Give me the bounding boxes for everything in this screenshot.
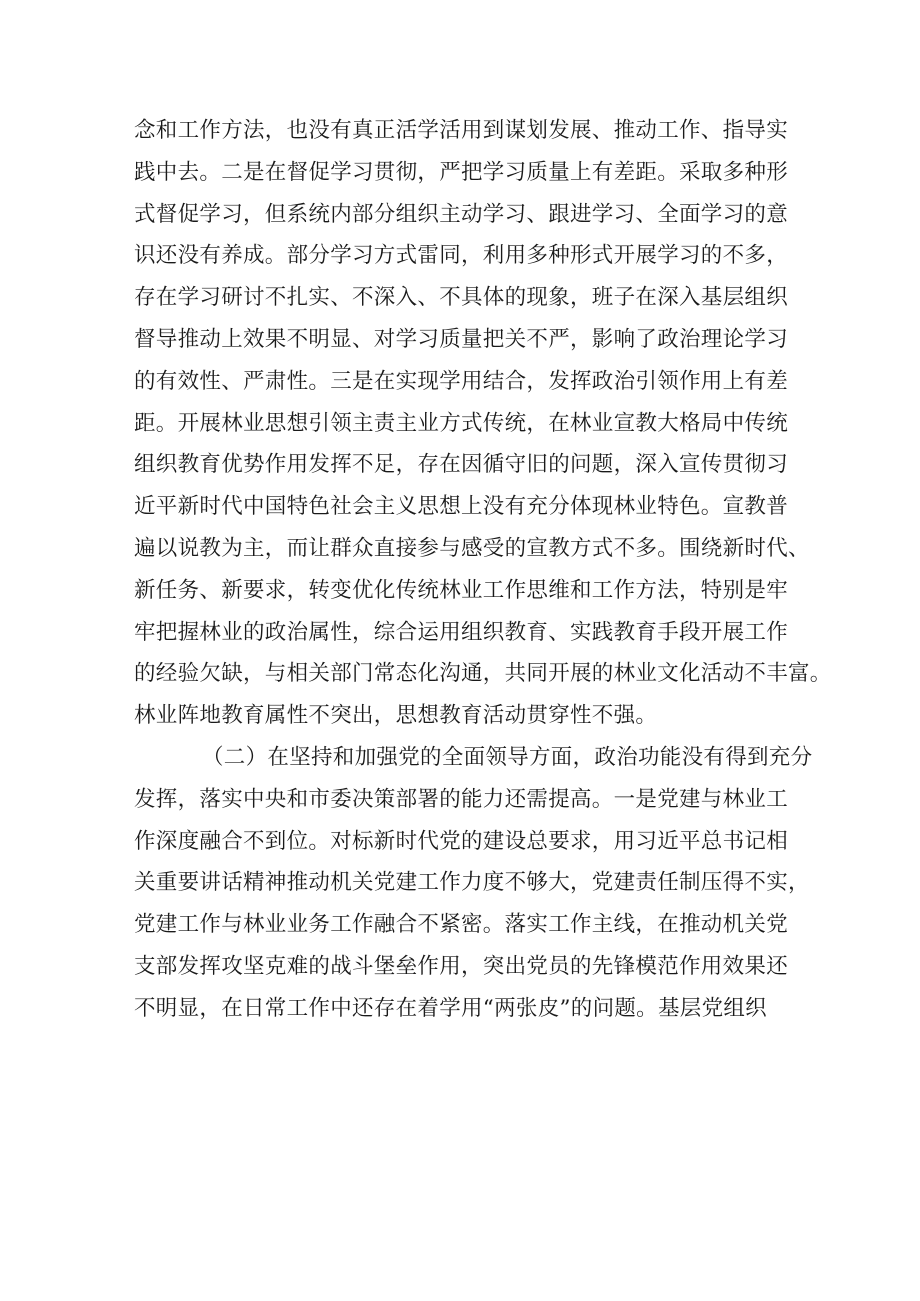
text-line: 距。开展林业思想引领主责主业方式传统，在林业宣教大格局中传统 [134,410,789,436]
text-line: 的有效性、严肃性。三是在实现学用结合，发挥政治引领作用上有差 [134,368,789,394]
text-line: 的经验欠缺，与相关部门常态化沟通，共同开展的林业文化活动不丰富。 [134,661,832,687]
text-line: 念和工作方法，也没有真正活学活用到谋划发展、推动工作、指导实 [134,118,789,143]
text-line: 发挥，落实中央和市委决策部署的能力还需提高。一是党建与林业工 [134,786,789,812]
text-line: 践中去。二是在督促学习贯彻，严把学习质量上有差距。采取多种形 [134,159,789,185]
text-line: 督导推动上效果不明显、对学习质量把关不严，影响了政治理论学习 [134,326,789,352]
text-line: 存在学习研讨不扎实、不深入、不具体的现象，班子在深入基层组织 [134,285,789,311]
text-line: 支部发挥攻坚克难的战斗堡垒作用，突出党员的先锋模范作用效果还 [134,953,789,979]
text-line: 不明显，在日常工作中还存在着学用“两张皮”的问题。基层党组织 [134,995,767,1021]
paragraph-start-line: （二）在坚持和加强党的全面领导方面，政治功能没有得到充分 [202,744,813,770]
text-line: 组织教育优势作用发挥不足，存在因循守旧的问题，深入宣传贯彻习 [134,452,789,478]
text-line: 牢把握林业的政治属性，综合运用组织教育、实践教育手段开展工作 [134,619,789,645]
text-line: 作深度融合不到位。对标新时代党的建设总要求，用习近平总书记相 [134,828,789,854]
text-line: 关重要讲话精神推动机关党建工作力度不够大，党建责任制压得不实， [134,870,810,896]
text-line: 遍以说教为主，而让群众直接参与感受的宣教方式不多。围绕新时代、 [134,535,810,561]
text-line: 识还没有养成。部分学习方式雷同，利用多种形式开展学习的不多， [134,243,789,269]
text-line: 式督促学习，但系统内部分组织主动学习、跟进学习、全面学习的意 [134,201,789,227]
text-line: 林业阵地教育属性不突出，思想教育活动贯穿性不强。 [134,703,658,729]
text-line: 近平新时代中国特色社会主义思想上没有充分体现林业特色。宣教普 [134,494,789,520]
document-body [134,110,832,1030]
text-line: 新任务、新要求，转变优化传统林业工作思维和工作方法，特别是牢 [134,577,789,603]
text-line: 党建工作与林业业务工作融合不紧密。落实工作主线，在推动机关党 [134,912,789,938]
